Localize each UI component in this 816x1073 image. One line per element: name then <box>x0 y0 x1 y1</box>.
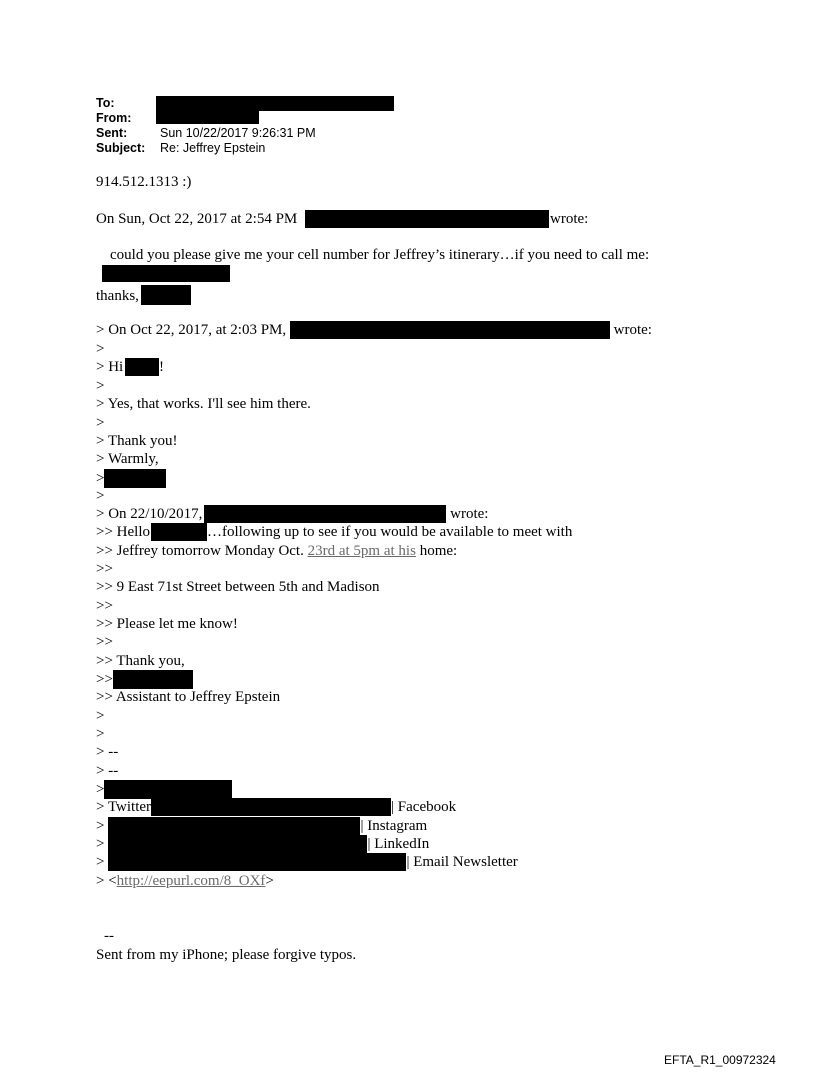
reply-text: 914.512.1313 :) <box>96 174 192 190</box>
thread-sig-block-gt: > <box>96 781 105 798</box>
thread-line-sig-block <box>96 780 232 798</box>
subject-value: Re: Jeffrey Epstein <box>160 141 266 155</box>
thread-l1-wrote: wrote: <box>613 322 652 338</box>
quote-intro <box>96 210 588 228</box>
thread-gt-4: > <box>96 488 105 504</box>
thread-gt-2: > <box>96 377 105 394</box>
thread-line-address: >> 9 East 71st Street between 5th and Madison <box>96 579 380 595</box>
thread-sig-gt: > <box>96 470 105 487</box>
newsletter-gt: > <box>96 854 105 870</box>
redaction-from <box>156 111 259 124</box>
thread-line-thanks: > Thank you! <box>96 433 178 449</box>
thread-line-jeffrey <box>96 542 457 560</box>
quote-intro-wrote: wrote: <box>550 211 589 227</box>
thread-gt-5: > <box>96 707 105 724</box>
thread-gt-1: > <box>96 340 105 357</box>
thread-line-twitter <box>96 798 456 816</box>
redaction-l1 <box>290 321 610 339</box>
redaction-phone <box>102 265 230 282</box>
sent-value: Sun 10/22/2017 9:26:31 PM <box>160 126 316 140</box>
to-label: To: <box>96 96 115 110</box>
email-header <box>96 96 394 156</box>
thread-line-thankyou: >> Thank you, <box>96 652 185 669</box>
meeting-time-link[interactable]: 23rd at 5pm at his <box>307 542 416 559</box>
thread-l1-date: > On Oct 22, 2017, at 2:03 PM, <box>96 322 287 338</box>
thread-line-yes: > Yes, that works. I'll see him there. <box>96 396 311 412</box>
linkedin-gt: > <box>96 836 105 852</box>
thread-line-linkedin <box>96 835 429 853</box>
redaction-to <box>156 96 394 111</box>
url-open: > < <box>96 872 117 889</box>
thread-on22-date: > On 22/10/2017, <box>96 506 203 522</box>
thread-line-warmly: > Warmly, <box>96 451 159 467</box>
quote-intro-date: On Sun, Oct 22, 2017 at 2:54 PM <box>96 211 298 227</box>
thread-dashes-2: > -- <box>96 762 119 779</box>
thread-line-hello <box>96 523 572 541</box>
thread-hi-excl: ! <box>158 359 164 375</box>
redaction-hi <box>125 358 159 376</box>
thread-line-sig-name <box>96 469 166 487</box>
bates-number: EFTA_R1_00972324 <box>664 1053 776 1067</box>
thread-line-letmeknow: >> Please let me know! <box>96 616 238 632</box>
request-text: could you please give me your cell number for Jeffrey’s itinerary…if you need to call me: <box>110 247 650 263</box>
redaction-newsletter <box>108 853 406 871</box>
thanks-line <box>96 285 191 305</box>
redaction-thanks-name <box>141 285 191 305</box>
thread-dashes-1: > -- <box>96 744 119 760</box>
redaction-sender <box>305 210 549 228</box>
instagram-label: | Instagram <box>360 817 428 834</box>
thread-line-instagram <box>96 817 427 835</box>
twitter-label: > Twitter <box>96 799 152 815</box>
linkedin-label: | LinkedIn <box>367 836 430 852</box>
thread-hello-text: >> Hello <box>96 524 150 540</box>
thread-gt-3: > <box>96 414 105 431</box>
thread-jeffrey-home: home: <box>419 542 458 559</box>
thread-gtgt-1: >> <box>96 561 113 577</box>
thread-hi-text: > Hi <box>96 359 124 375</box>
redaction-hello <box>151 523 207 541</box>
to-row <box>96 96 394 111</box>
subject-label: Subject: <box>96 141 146 155</box>
subject-row <box>96 141 394 156</box>
from-row <box>96 111 394 126</box>
thread-gt-6: > <box>96 726 105 742</box>
thread-line-assistant-name <box>96 670 193 688</box>
redaction-sig-block <box>104 780 232 799</box>
url-close: > <box>265 872 274 889</box>
sig-dashes: -- <box>104 928 114 944</box>
redaction-assistant-name <box>113 670 193 689</box>
thread-gtgt-2: >> <box>96 597 113 614</box>
newsletter-label: | Email Newsletter <box>406 854 518 870</box>
instagram-gt: > <box>96 817 105 834</box>
sent-row <box>96 126 394 141</box>
thread-jeffrey-text: >> Jeffrey tomorrow Monday Oct. <box>96 542 304 559</box>
sig-text: Sent from my iPhone; please forgive typos. <box>96 947 357 963</box>
facebook-label: | Facebook <box>391 799 457 815</box>
thread-line-url <box>96 872 274 890</box>
thanks-text: thanks, <box>96 288 139 304</box>
thread-gtgt-3: >> <box>96 634 113 650</box>
from-label: From: <box>96 111 132 125</box>
thread-line-hi <box>96 358 164 376</box>
thread-line-on-oct22 <box>96 321 652 339</box>
thread-on22-wrote: wrote: <box>450 506 489 522</box>
newsletter-url-link[interactable]: http://eepurl.com/8_OXf <box>116 872 266 889</box>
redaction-on22 <box>204 505 446 523</box>
sent-label: Sent: <box>96 126 128 140</box>
thread-hello-rest: …following up to see if you would be available to meet with <box>207 524 573 540</box>
thread-assistant-gtgt: >> <box>96 671 113 688</box>
thread-line-on22 <box>96 505 488 523</box>
redaction-twitter <box>151 798 391 816</box>
thread-line-newsletter <box>96 853 518 871</box>
thread-line-assistant: >> Assistant to Jeffrey Epstein <box>96 689 281 705</box>
redaction-linkedin <box>108 835 367 853</box>
redaction-instagram <box>108 817 360 835</box>
redaction-warmly-name <box>104 469 166 488</box>
